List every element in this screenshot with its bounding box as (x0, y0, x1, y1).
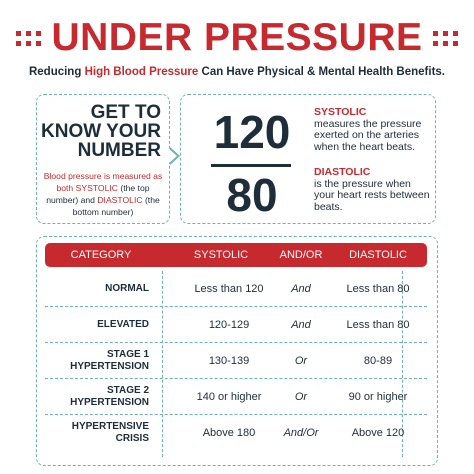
fraction-line (211, 164, 291, 167)
row-systolic: 130-139 (208, 355, 250, 367)
know-your-number-heading: GET TO KNOW YOUR NUMBER (41, 102, 161, 161)
row-systolic: 120-129 (208, 319, 250, 331)
reading-box (180, 94, 436, 224)
diastolic-definition: DIASTOLIC is the pressure when your heart rests between beats. (314, 166, 430, 213)
know-your-number-box (36, 94, 170, 224)
row-andor: Or (294, 391, 308, 403)
header-category: CATEGORY (70, 249, 132, 261)
table-row (45, 271, 427, 307)
page-title: UNDER PRESSURE (51, 16, 423, 59)
row-diastolic: Less than 80 (346, 283, 410, 295)
row-systolic: Less than 120 (194, 283, 264, 295)
row-category: HYPERTENSIVE CRISIS (71, 421, 149, 444)
row-systolic: 140 or higher (196, 391, 262, 403)
header-andor: AND/OR (279, 249, 323, 261)
row-diastolic: Less than 80 (346, 319, 410, 331)
row-category: NORMAL (105, 283, 149, 294)
row-andor: And (291, 283, 311, 295)
row-andor: And (291, 319, 311, 331)
table-row (45, 307, 427, 343)
row-diastolic: 90 or higher (348, 391, 408, 403)
systolic-definition: SYSTOLIC measures the pressure exerted on the arteries when the heart beats. (314, 106, 422, 153)
dots-decoration-right (433, 31, 458, 46)
bp-category-table (36, 236, 438, 466)
table-header (45, 243, 427, 267)
bp-explanation: Blood pressure is measured as both SYSTOLIC (the top number) and DIASTOLIC (the bottom number) (43, 171, 163, 217)
row-diastolic: Above 120 (351, 427, 405, 439)
table-row (45, 379, 427, 415)
row-andor: Or (294, 355, 308, 367)
row-category: STAGE 2 HYPERTENSION (70, 385, 149, 408)
row-category: STAGE 1 HYPERTENSION (70, 349, 149, 372)
table-row (45, 415, 427, 451)
subtitle: Reducing High Blood Pressure Can Have Physical & Mental Health Benefits. (28, 66, 446, 78)
systolic-number: 120 (213, 106, 291, 158)
row-diastolic: 80-89 (363, 355, 393, 367)
dots-decoration-left (16, 31, 41, 46)
header-systolic: SYSTOLIC (193, 249, 249, 261)
diastolic-number: 80 (226, 169, 278, 221)
header-diastolic: DIASTOLIC (349, 249, 407, 261)
row-systolic: Above 180 (202, 427, 256, 439)
row-andor: And/Or (283, 427, 319, 439)
title-row (0, 16, 474, 60)
row-category: ELEVATED (97, 319, 149, 330)
table-row (45, 343, 427, 379)
subtitle-highlight: High Blood Pressure (84, 66, 199, 78)
